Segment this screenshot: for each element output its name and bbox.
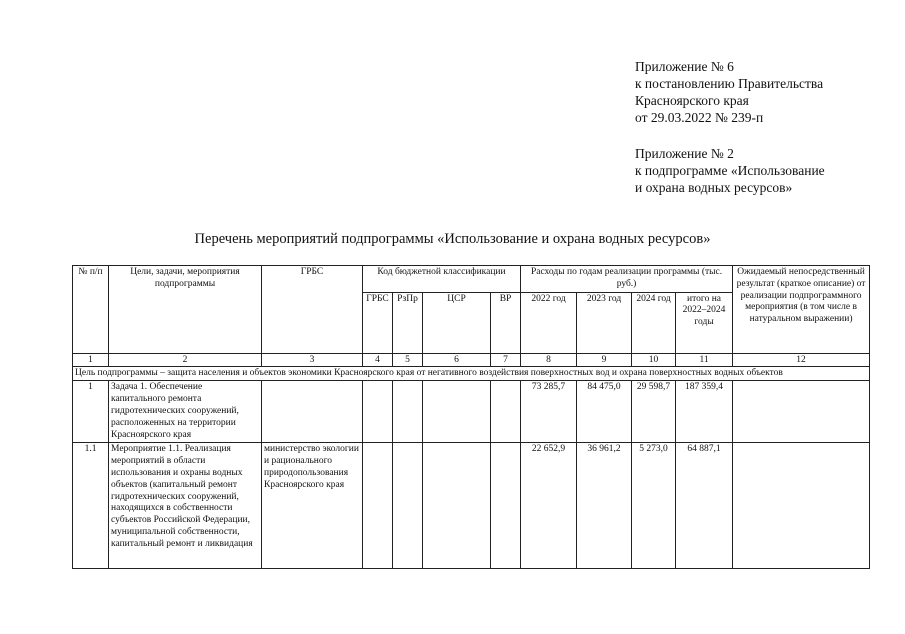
row-grbs [262, 381, 363, 443]
header-year-2023: 2023 год [577, 292, 632, 353]
subprogram-goal: Цель подпрограммы – защита населения и объектов экономики Красноярского края от негативного воздействия поверхностных вод и охрана поверхностных водных объектов [73, 366, 870, 381]
row-y2023: 84 475,0 [577, 381, 632, 443]
column-number-row [73, 353, 870, 366]
measures-table [72, 265, 870, 569]
table-row [73, 381, 870, 443]
header-code-rzpr: РзПр [393, 292, 423, 353]
goal-row [73, 366, 870, 381]
row-code-grbs [363, 381, 393, 443]
row-y2024: 29 598,7 [632, 381, 676, 443]
row-y2022: 22 652,9 [521, 443, 577, 569]
appendix-6-line: к постановлению Правительства [635, 76, 824, 91]
header-code-grbs: ГРБС [363, 292, 393, 353]
header-result: Ожидаемый непосредственный результат (краткое описание) от реализации подпрограммного мероприятия (в том числе в натуральном выражении) [733, 266, 870, 354]
row-num: 1 [73, 381, 109, 443]
row-code-vr [491, 381, 521, 443]
row-result [733, 443, 870, 569]
header-total: итого на 2022–2024 годы [676, 292, 733, 353]
row-name: Задача 1. Обеспечение капитального ремонта гидротехнических сооружений, расположенных на территории Красноярского края [109, 381, 262, 443]
appendix-6-block [635, 58, 823, 126]
table-row [73, 443, 870, 569]
appendix-2-line: Приложение № 2 [635, 146, 734, 161]
appendix-2-line: к подпрограмме «Использование [635, 163, 825, 178]
row-name: Мероприятие 1.1. Реализация мероприятий в области использования и охраны водных объектов (капитальный ремонт гидротехнических сооружений, находящихся в собственности субъектов Российской Федерации, муниципальной собственности, капитальный ремонт и ликвидация [109, 443, 262, 569]
header-code-csr: ЦСР [423, 292, 491, 353]
row-code-rzpr [393, 443, 423, 569]
header-num: № п/п [73, 266, 109, 354]
header-expenses: Расходы по годам реализации программы (тыс. руб.) [521, 266, 733, 293]
column-number: 4 [363, 353, 393, 366]
appendix-6-line: Красноярского края [635, 93, 749, 108]
appendix-6-line: от 29.03.2022 № 239-п [635, 110, 764, 125]
column-number: 11 [676, 353, 733, 366]
appendix-6-line: Приложение № 6 [635, 59, 734, 74]
column-number: 3 [262, 353, 363, 366]
column-number: 5 [393, 353, 423, 366]
row-num: 1.1 [73, 443, 109, 569]
column-number: 1 [73, 353, 109, 366]
column-number: 9 [577, 353, 632, 366]
table-header-row [73, 266, 870, 293]
header-code-vr: ВР [491, 292, 521, 353]
appendix-2-block [635, 145, 825, 196]
row-code-csr [423, 381, 491, 443]
column-number: 8 [521, 353, 577, 366]
header-goals: Цели, задачи, мероприятия подпрограммы [109, 266, 262, 354]
row-y2022: 73 285,7 [521, 381, 577, 443]
row-y2024: 5 273,0 [632, 443, 676, 569]
row-code-vr [491, 443, 521, 569]
header-budget-code: Код бюджетной классификации [363, 266, 521, 293]
row-result [733, 381, 870, 443]
column-number: 2 [109, 353, 262, 366]
column-number: 12 [733, 353, 870, 366]
header-year-2024: 2024 год [632, 292, 676, 353]
row-code-grbs [363, 443, 393, 569]
column-number: 10 [632, 353, 676, 366]
row-code-rzpr [393, 381, 423, 443]
row-code-csr [423, 443, 491, 569]
header-year-2022: 2022 год [521, 292, 577, 353]
document-title: Перечень мероприятий подпрограммы «Использование и охрана водных ресурсов» [194, 231, 711, 247]
column-number: 7 [491, 353, 521, 366]
header-grbs: ГРБС [262, 266, 363, 354]
row-y2023: 36 961,2 [577, 443, 632, 569]
appendix-2-line: и охрана водных ресурсов» [635, 180, 793, 195]
row-total: 64 887,1 [676, 443, 733, 569]
column-number: 6 [423, 353, 491, 366]
row-total: 187 359,4 [676, 381, 733, 443]
row-grbs: министерство экологии и рационального природопользования Красноярского края [262, 443, 363, 569]
